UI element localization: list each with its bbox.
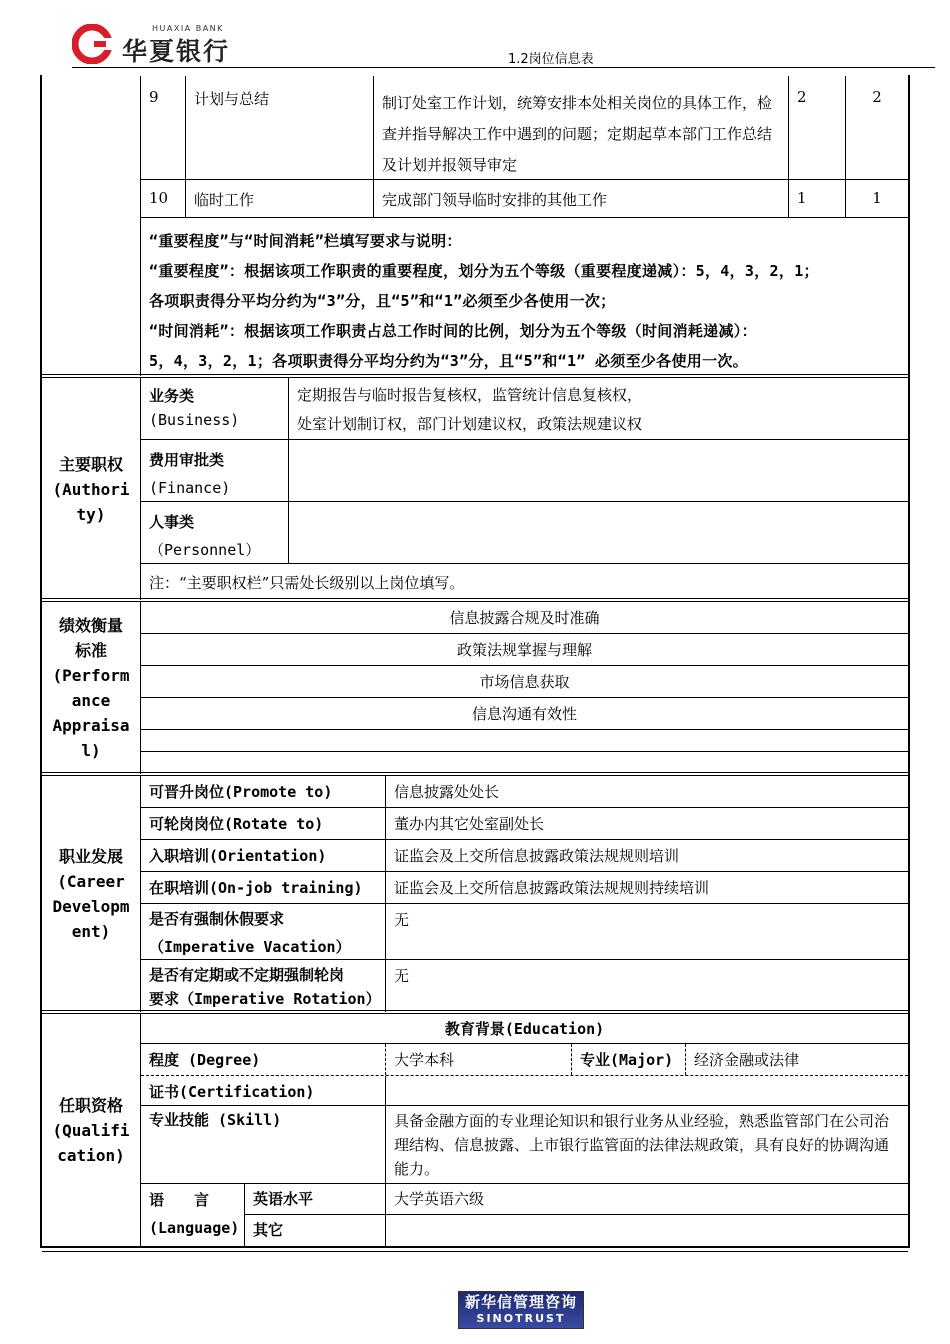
personnel-value	[289, 502, 908, 563]
finance-label-en: (Finance)	[149, 479, 231, 497]
qualification-label-en: (Qualifi	[52, 1120, 130, 1140]
performance-label-en: Appraisa	[52, 716, 130, 735]
performance-label-en: l)	[81, 741, 101, 760]
duty-number: 9	[141, 76, 186, 179]
performance-item-text: 政策法规掌握与理解	[456, 641, 592, 659]
logo-english-text: HUAXIA BANK	[152, 24, 224, 33]
onjob-row	[141, 872, 908, 904]
personnel-label	[141, 502, 289, 563]
rating-notes	[141, 220, 908, 376]
authority-label-cn: 主要职权	[58, 454, 123, 474]
duty-name: 临时工作	[186, 180, 374, 217]
performance-item-text: 信息沟通有效性	[471, 705, 577, 723]
rotate-label: 可轮岗岗位(Rotate to)	[141, 808, 386, 839]
footer-logo-cn: 新华信管理咨询	[464, 1293, 577, 1311]
performance-label	[42, 602, 141, 774]
career-section	[42, 776, 908, 1012]
other-language-row	[245, 1215, 908, 1246]
vacation-row	[141, 904, 908, 960]
language-label-en: (Language)	[149, 1219, 240, 1237]
duty-row	[141, 180, 908, 218]
qualification-label-cn: 任职资格	[58, 1095, 123, 1115]
onjob-label: 在职培训(On-job training)	[141, 872, 386, 903]
duty-time: 2	[872, 88, 882, 106]
other-label: 其它	[245, 1215, 386, 1246]
performance-item-text: 信息披露合规及时准确	[449, 609, 600, 627]
business-label	[141, 378, 289, 439]
vacation-label-line: （Imperative Vacation）	[149, 938, 351, 956]
degree-value: 大学本科	[386, 1044, 572, 1075]
performance-section	[42, 602, 908, 774]
performance-label-en: (Perform	[52, 666, 130, 685]
authority-note-row	[141, 564, 908, 600]
business-label-cn: 业务类	[149, 387, 195, 405]
business-value-line: 处室计划制订权，部门计划建议权，政策法规建议权	[297, 415, 643, 433]
skill-value: 具备金融方面的专业理论知识和银行业务从业经验，熟悉监管部门在公司治理结构、信息披露、上市银行监管面的法律法规政策，具有良好的协调沟通能力。	[394, 1112, 890, 1178]
duties-table	[141, 76, 908, 376]
duty-name: 计划与总结	[186, 76, 374, 179]
career-label-en: ent)	[71, 922, 111, 941]
footer-logo-en: SINOTRUST	[476, 1312, 566, 1325]
vacation-value: 无	[394, 911, 410, 929]
authority-section	[42, 378, 908, 600]
rating-note-line: “时间消耗”：根据该项工作职责占总工作时间的比例，划分为五个等级（时间消耗递减）：	[149, 322, 757, 340]
rating-note-line: “重要程度”与“时间消耗”栏填写要求与说明：	[149, 232, 462, 250]
qualification-label-en: cation)	[57, 1145, 125, 1165]
duty-number: 10	[141, 180, 186, 217]
career-label-en: Developm	[52, 897, 130, 916]
promote-label: 可晋升岗位(Promote to)	[141, 776, 386, 807]
english-value: 大学英语六级	[394, 1190, 485, 1208]
authority-table	[141, 378, 908, 600]
career-table	[141, 776, 908, 1012]
personnel-label-cn: 人事类	[149, 513, 195, 531]
performance-item	[141, 752, 908, 774]
promote-row	[141, 776, 908, 808]
rotation-label	[141, 960, 386, 1012]
degree-label: 程度 (Degree)	[141, 1044, 386, 1075]
degree-row	[141, 1044, 908, 1076]
performance-label-cn: 标准	[74, 641, 107, 660]
duty-importance: 2	[789, 76, 846, 179]
logo-chinese-text: 华夏银行	[122, 37, 231, 66]
rotation-value: 无	[394, 967, 410, 985]
certification-row	[141, 1076, 908, 1106]
rotate-row	[141, 808, 908, 840]
qualification-section	[42, 1014, 908, 1246]
rotation-label-line: 要求（Imperative Rotation）	[149, 990, 381, 1008]
rating-note-line: 5，4，3，2，1；各项职责得分平均分约为“3”分，且“5”和“1” 必须至少各使用一次。	[149, 352, 748, 370]
rotation-label-line: 是否有定期或不定期强制轮岗	[149, 966, 345, 984]
business-label-en: (Business)	[149, 411, 240, 429]
qualification-table	[141, 1014, 908, 1246]
career-label	[42, 776, 141, 1012]
performance-item-text	[141, 730, 908, 751]
skill-label: 专业技能 (Skill)	[141, 1106, 386, 1183]
english-row	[245, 1184, 908, 1215]
duties-label-cell	[42, 76, 141, 376]
duty-time: 1	[872, 189, 882, 207]
authority-label-en: (Authori	[52, 479, 130, 499]
performance-item-text	[141, 752, 908, 774]
promote-value: 信息披露处处长	[394, 783, 500, 801]
vacation-label	[141, 904, 386, 959]
certification-value	[386, 1076, 908, 1105]
career-label-cn: 职业发展	[58, 847, 123, 866]
major-label: 专业(Major)	[572, 1044, 686, 1075]
orientation-value: 证监会及上交所信息披露政策法规规则培训	[394, 847, 680, 865]
major-value: 经济金融或法律	[694, 1051, 800, 1069]
duty-row	[141, 76, 908, 180]
performance-item	[141, 634, 908, 666]
performance-item	[141, 730, 908, 752]
finance-value	[289, 440, 908, 501]
duties-section	[42, 76, 908, 376]
huaxia-bank-logo-icon	[72, 24, 112, 64]
authority-note: 注：“主要职权栏”只需处长级别以上岗位填写。	[149, 574, 465, 592]
business-value	[289, 378, 908, 439]
rotate-value: 董办内其它处室副处长	[394, 815, 545, 833]
onjob-value: 证监会及上交所信息披露政策法规规则持续培训	[394, 879, 710, 897]
language-label-cn: 语 言	[149, 1191, 210, 1209]
performance-item	[141, 666, 908, 698]
orientation-row	[141, 840, 908, 872]
sinotrust-logo	[458, 1291, 584, 1329]
personnel-label-en: （Personnel）	[149, 541, 261, 559]
qualification-label	[42, 1014, 141, 1246]
performance-label-en: ance	[71, 691, 111, 710]
rating-note-line: 各项职责得分平均分约为“3”分，且“5”和“1”必须至少各使用一次；	[149, 292, 616, 310]
performance-item	[141, 602, 908, 634]
career-label-en: (Career	[57, 872, 125, 891]
authority-label	[42, 378, 141, 600]
education-title-row	[141, 1014, 908, 1044]
duty-description: 制订处室工作计划，统筹安排本处相关岗位的具体工作，检查并指导解决工作中遇到的问题；定期起草本部门工作总结及计划并报领导审定	[374, 76, 789, 179]
authority-label-en: ty)	[76, 504, 106, 524]
page-header	[0, 0, 950, 70]
certification-label: 证书(Certification)	[141, 1076, 386, 1105]
rotation-row	[141, 960, 908, 1012]
authority-business-row	[141, 378, 908, 440]
authority-personnel-row	[141, 502, 908, 564]
finance-label-cn: 费用审批类	[149, 451, 225, 469]
rating-note-line: “重要程度”：根据该项工作职责的重要程度，划分为五个等级（重要程度递减）：5，4，3，2，1；	[149, 262, 819, 280]
english-label: 英语水平	[245, 1184, 386, 1214]
finance-label	[141, 440, 289, 501]
business-value-line: 定期报告与临时报告复核权，监管统计信息复核权，	[297, 386, 643, 404]
orientation-label: 入职培训(Orientation)	[141, 840, 386, 871]
performance-item	[141, 698, 908, 730]
header-divider	[72, 67, 935, 68]
skill-row	[141, 1106, 908, 1184]
duty-description: 完成部门领导临时安排的其他工作	[374, 180, 789, 217]
language-row	[141, 1184, 908, 1246]
document-title: 1.2岗位信息表	[508, 52, 594, 67]
authority-finance-row	[141, 440, 908, 502]
other-value	[386, 1215, 908, 1246]
vacation-label-line: 是否有强制休假要求	[149, 910, 285, 928]
performance-label-cn: 绩效衡量	[58, 616, 123, 635]
performance-item-text: 市场信息获取	[479, 673, 570, 691]
performance-list	[141, 602, 908, 774]
language-label	[141, 1184, 245, 1246]
education-title: 教育背景(Education)	[444, 1020, 605, 1038]
duty-importance: 1	[789, 180, 846, 217]
